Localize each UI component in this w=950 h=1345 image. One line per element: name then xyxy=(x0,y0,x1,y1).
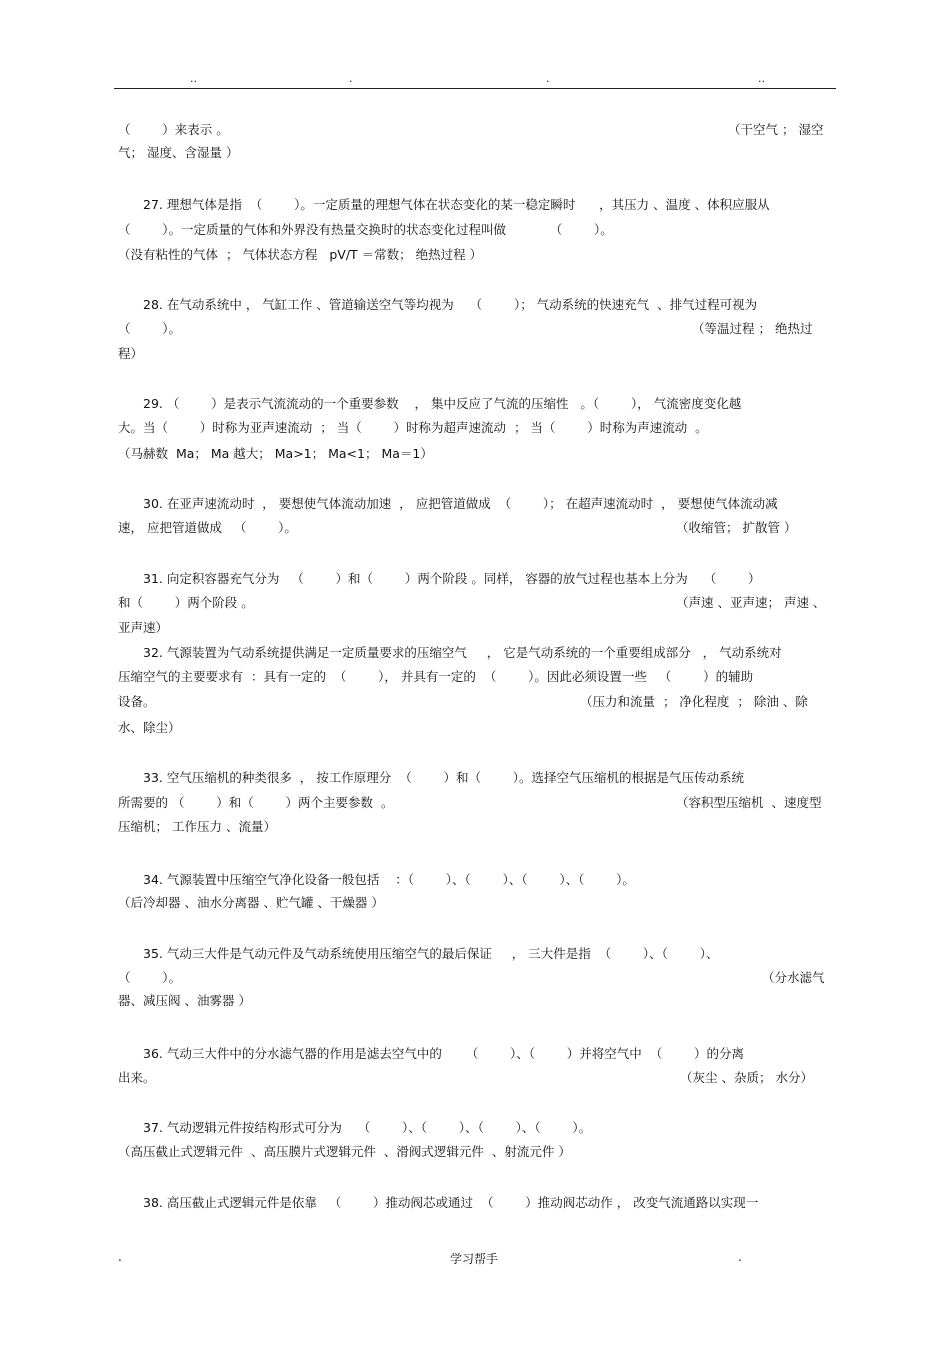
text-line: （后冷却器 、油水分离器 、贮气罐 、干燥器 ） xyxy=(118,895,384,910)
text-line: 压缩机； 工作压力 、流量） xyxy=(118,819,276,834)
text-line: 37. 气动逻辑元件按结构形式可分为 （ ）、（ ）、（ ）、（ ）。 xyxy=(143,1120,592,1135)
text-line: 程） xyxy=(118,346,144,361)
text-line: 31. 向定积容器充气分为 （ ）和（ ）两个阶段 。同样， 容器的放气过程也基本上分为 （ ） xyxy=(143,571,761,586)
text-line: （ ）来表示 。 xyxy=(118,122,229,137)
text-line: 38. 高压截止式逻辑元件是依靠 （ ）推动阀芯或通过 （ ）推动阀芯动作 ， 改变气流通路以实现一 xyxy=(143,1195,759,1210)
text-line: （马赫数 Ma； Ma 越大； Ma>1； Ma<1； Ma＝1） xyxy=(118,446,433,461)
text-line: 大。当（ ）时称为亚声速流动 ； 当（ ）时称为超声速流动 ； 当（ ）时称为声速流动 。 xyxy=(118,420,708,435)
text-line: 器、减压阀 、油雾器 ） xyxy=(118,993,251,1008)
footer-left-mark: . xyxy=(118,1250,122,1264)
text-line: （收缩管； 扩散管 ） xyxy=(676,520,797,535)
header-mark-2: . xyxy=(349,72,353,85)
text-line: 36. 气动三大件中的分水滤气器的作用是滤去空气中的 （ ）、（ ）并将空气中 （ ）的分离 xyxy=(143,1046,745,1061)
text-line: 所需要的 （ ）和（ ）两个主要参数 。 xyxy=(118,795,394,810)
text-line: （分水滤气 xyxy=(762,970,825,985)
text-line: 和（ ）两个阶段 。 xyxy=(118,595,254,610)
text-line: （灰尘 、杂质； 水分） xyxy=(680,1070,813,1085)
text-line: 33. 空气压缩机的种类很多 ， 按工作原理分 （ ）和（ ）。选择空气压缩机的根据是气压传动系统 xyxy=(143,770,745,785)
header-mark-1: .. xyxy=(190,72,197,85)
text-line: （ ）。 xyxy=(118,970,182,985)
text-line: （没有粘性的气体 ； 气体状态方程 pV/T ＝常数； 绝热过程 ） xyxy=(118,247,483,262)
text-line: （等温过程 ； 绝热过 xyxy=(692,321,813,336)
text-line: 水、除尘） xyxy=(118,720,181,735)
text-line: （压力和流量 ； 净化程度 ； 除油 、除 xyxy=(580,694,808,709)
text-line: 亚声速） xyxy=(118,620,169,635)
text-line: （ ）。一定质量的气体和外界没有热量交换时的状态变化过程叫做 （ ）。 xyxy=(118,222,613,237)
text-line: 设备。 xyxy=(118,694,156,709)
text-line: 29. （ ）是表示气流流动的一个重要参数 ， 集中反应了气流的压缩性 。（ ）， 气流密度变化越 xyxy=(143,396,742,411)
text-line: 压缩空气的主要要求有 ：具有一定的 （ ）， 并具有一定的 （ ）。因此必须设置一些 （ ）的辅助 xyxy=(118,669,754,684)
text-line: 气； 湿度、含湿量 ） xyxy=(118,145,239,160)
text-line: （声速 、亚声速； 声速 、 xyxy=(676,595,826,610)
text-line: 28. 在气动系统中 ， 气缸工作 、管道输送空气等均视为 （ ）； 气动系统的快速充气 、排气过程可视为 xyxy=(143,297,758,312)
text-line: 32. 气源装置为气动系统提供满足一定质量要求的压缩空气 ， 它是气动系统的一个重要组成部分 ， 气动系统对 xyxy=(143,645,782,660)
footer-right-mark: . xyxy=(738,1250,742,1264)
text-line: 出来。 xyxy=(118,1070,156,1085)
text-line: （容积型压缩机 、速度型 xyxy=(676,795,822,810)
text-line: 35. 气动三大件是气动元件及气动系统使用压缩空气的最后保证 ， 三大件是指 （ ）、（ ）、 xyxy=(143,946,719,961)
header-mark-4: .. xyxy=(758,72,765,85)
text-line: 34. 气源装置中压缩空气净化设备一般包括 ：（ ）、（ ）、（ ）、（ ）。 xyxy=(143,872,635,887)
text-line: （干空气 ； 湿空 xyxy=(728,122,824,137)
header-mark-3: . xyxy=(546,72,550,85)
text-line: 30. 在亚声速流动时 ， 要想使气体流动加速 ， 应把管道做成 （ ）； 在超声速流动时 ， 要想使气体流动减 xyxy=(143,496,778,511)
text-line: （高压截止式逻辑元件 、高压膜片式逻辑元件 、滑阀式逻辑元件 、射流元件 ） xyxy=(118,1144,571,1159)
page-header xyxy=(114,70,836,89)
text-line: 27. 理想气体是指 （ ）。一定质量的理想气体在状态变化的某一稳定瞬时 ，其压力 、温度 、体积应服从 xyxy=(143,197,770,212)
text-line: （ ）。 xyxy=(118,321,182,336)
text-line: 速， 应把管道做成 （ ）。 xyxy=(118,520,297,535)
footer-title: 学习帮手 xyxy=(450,1252,499,1266)
